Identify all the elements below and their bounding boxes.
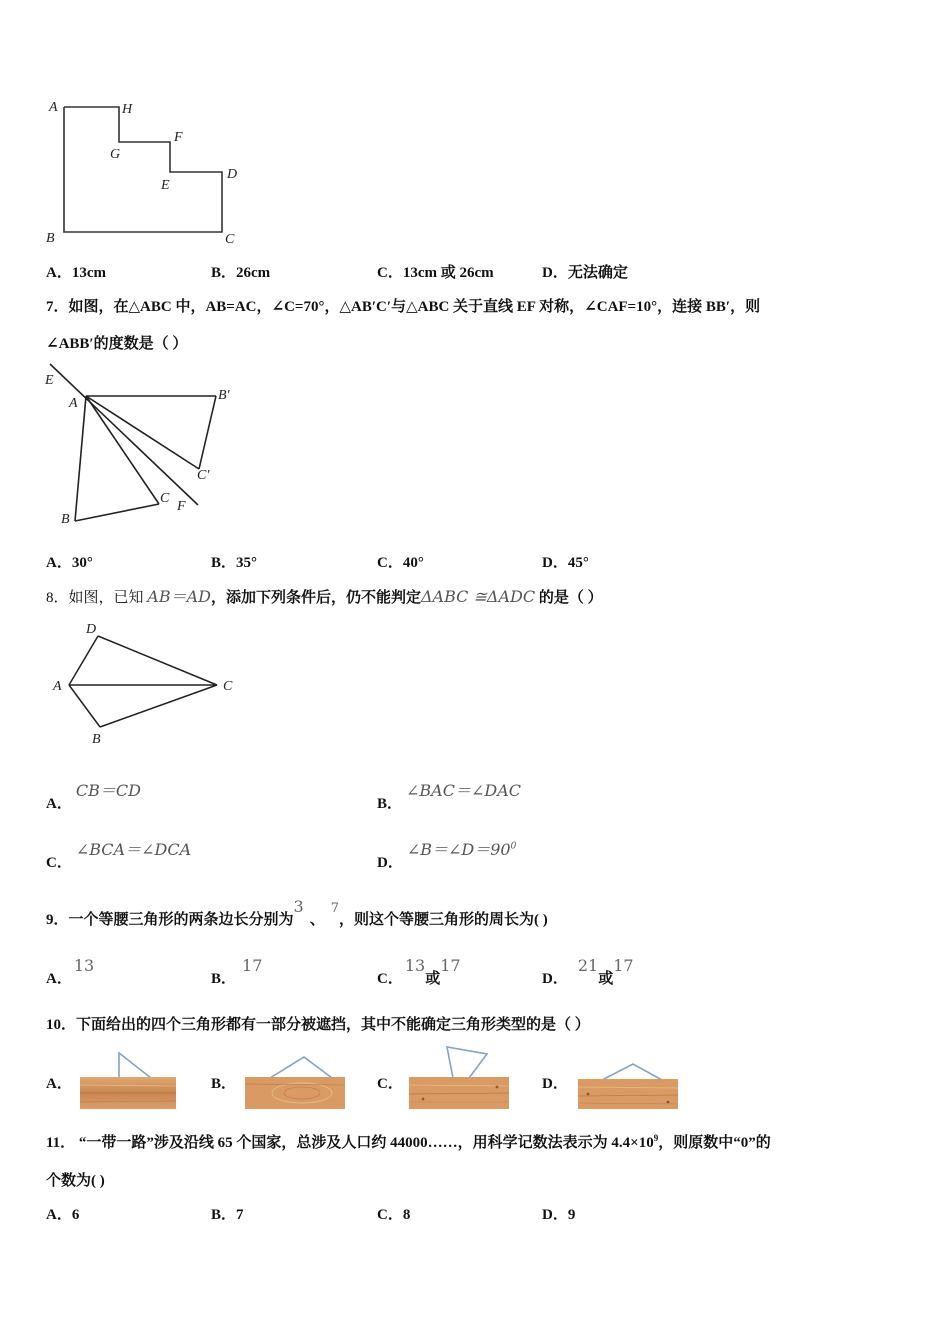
q9-option-b: B．17: [211, 956, 263, 987]
q8-option-a-math: CB＝CD: [75, 781, 141, 800]
label-F: F: [177, 499, 186, 514]
partial-triangle: [447, 1047, 487, 1078]
segment-bc: [75, 504, 159, 521]
q8-condition: AB＝AD: [147, 587, 211, 606]
label-C: C: [223, 679, 233, 694]
label-E: E: [161, 178, 170, 193]
q9-value-b: 7: [330, 901, 339, 916]
q10-option-c-figure: [407, 1044, 511, 1112]
q11-text-line1: 11． “一带一路”涉及沿线 65 个国家，总涉及人口约 44000……，用科学记数法表示为 $4.4\times 10^9$，则原数中“0”的: [46, 1133, 771, 1151]
label-C: C: [160, 491, 170, 506]
q10-option-d-figure: [576, 1050, 680, 1112]
q11-exponent: 9: [653, 1133, 659, 1143]
q7-text-line1: 7．如图，在△ABC 中，AB=AC，∠C=70°，△AB′C′与△ABC 关于直线 EF 对称，∠CAF=10°，连接 BB′，则: [46, 299, 761, 315]
segment-ad: [69, 636, 98, 685]
figure-q8-kite: [40, 616, 250, 751]
q7-option-a: A．30°: [46, 555, 93, 571]
q8-text: [46, 584, 603, 607]
q6-option-b: B．26cm: [211, 265, 271, 281]
q11-option-d: D．9: [542, 1207, 576, 1223]
wood-board: [245, 1077, 345, 1109]
q9-option-c: C．13或17: [377, 956, 461, 987]
q10-option-b-key: B．: [211, 1076, 237, 1092]
q11-option-a: A．6: [46, 1207, 80, 1223]
segment-ab: [75, 396, 86, 521]
label-D: D: [227, 167, 238, 182]
figure-q7-reflection: [40, 362, 260, 532]
q7-text-line2: ∠ABB′的度数是（ ）: [46, 336, 188, 352]
q8-middle: ，添加下列条件后，仍不能判定: [210, 590, 421, 606]
q8-option-d-sup: 0: [510, 841, 517, 852]
label-A: A: [49, 100, 58, 115]
q10-option-d-key: D．: [542, 1076, 568, 1092]
q10-option-a-key: A．: [46, 1076, 72, 1092]
q9-suffix: ，则这个等腰三角形的周长为( ): [339, 912, 548, 928]
q9-option-a: A．13: [46, 956, 95, 987]
q6-option-d: D．无法确定: [542, 265, 628, 281]
segment-ab: [69, 685, 100, 727]
q11-option-b: B．7: [211, 1207, 244, 1223]
line-ef: [50, 364, 198, 505]
partial-triangle: [270, 1057, 332, 1078]
q6-option-a: A．13cm: [46, 265, 106, 281]
q9-prefix: 9．一个等腰三角形的两条边长分别为: [46, 912, 294, 928]
q10-option-c-key: C．: [377, 1076, 403, 1092]
q10-option-a-figure: [77, 1050, 179, 1112]
q8-option-c-math: ∠BCA＝∠DCA: [75, 840, 192, 859]
q7-option-b: B．35°: [211, 555, 258, 571]
q8-option-a: A．CB＝CD: [46, 781, 141, 812]
q7-option-c: C．40°: [377, 555, 424, 571]
stair-outline: [64, 107, 222, 232]
partial-triangle: [119, 1053, 151, 1080]
q8-prefix: 8．如图，已知: [46, 590, 144, 606]
label-F: F: [174, 130, 183, 145]
label-D: D: [86, 622, 97, 637]
q6-option-c: C．13cm 或 26cm: [377, 265, 494, 281]
label-A: A: [53, 679, 62, 694]
q11-text-line2: 个数为( ): [46, 1173, 105, 1189]
label-A: A: [69, 396, 78, 411]
partial-triangle: [602, 1064, 662, 1080]
segment-ac-prime: [86, 396, 199, 469]
q9-sep: 、: [309, 912, 325, 928]
q7-option-d: D．45°: [542, 555, 589, 571]
q10-text: 10．下面给出的四个三角形都有一部分被遮挡，其中不能确定三角形类型的是（ ）: [46, 1017, 590, 1033]
label-B: B: [46, 231, 55, 246]
label-B: B: [92, 732, 101, 747]
q8-congruence: ΔABC ≅ΔADC: [420, 587, 536, 606]
q11-option-c: C．8: [377, 1207, 411, 1223]
segment-dc: [98, 636, 217, 685]
q8-option-d-math: $\angle B=\angle D=90^0$: [406, 840, 517, 859]
label-B: B: [61, 512, 70, 527]
label-C-prime: C′: [197, 468, 210, 483]
q8-suffix: 的是（ ）: [538, 590, 603, 606]
segment-ac: [86, 396, 159, 504]
q9-value-a: 3: [293, 897, 304, 916]
q9-text: [46, 897, 548, 929]
segment-bc: [100, 685, 217, 727]
wood-board: [578, 1079, 678, 1109]
segment-b-prime-c-prime: [199, 396, 216, 469]
label-G: G: [110, 147, 121, 162]
q8-option-c: C．∠BCA＝∠DCA: [46, 840, 192, 871]
label-C: C: [225, 232, 235, 247]
label-E: E: [45, 373, 54, 388]
label-H: H: [122, 102, 133, 117]
q9-option-d: D．21或17: [542, 956, 634, 987]
figure-q6-stair-shape: [40, 92, 260, 252]
q8-option-d: D．$\angle B=\angle D=90^0$: [377, 840, 517, 871]
q8-option-b: B．∠BAC＝∠DAC: [377, 781, 522, 812]
q8-option-b-math: ∠BAC＝∠DAC: [406, 781, 522, 800]
q10-option-b-figure: [242, 1050, 348, 1112]
label-B-prime: B′: [218, 388, 230, 403]
